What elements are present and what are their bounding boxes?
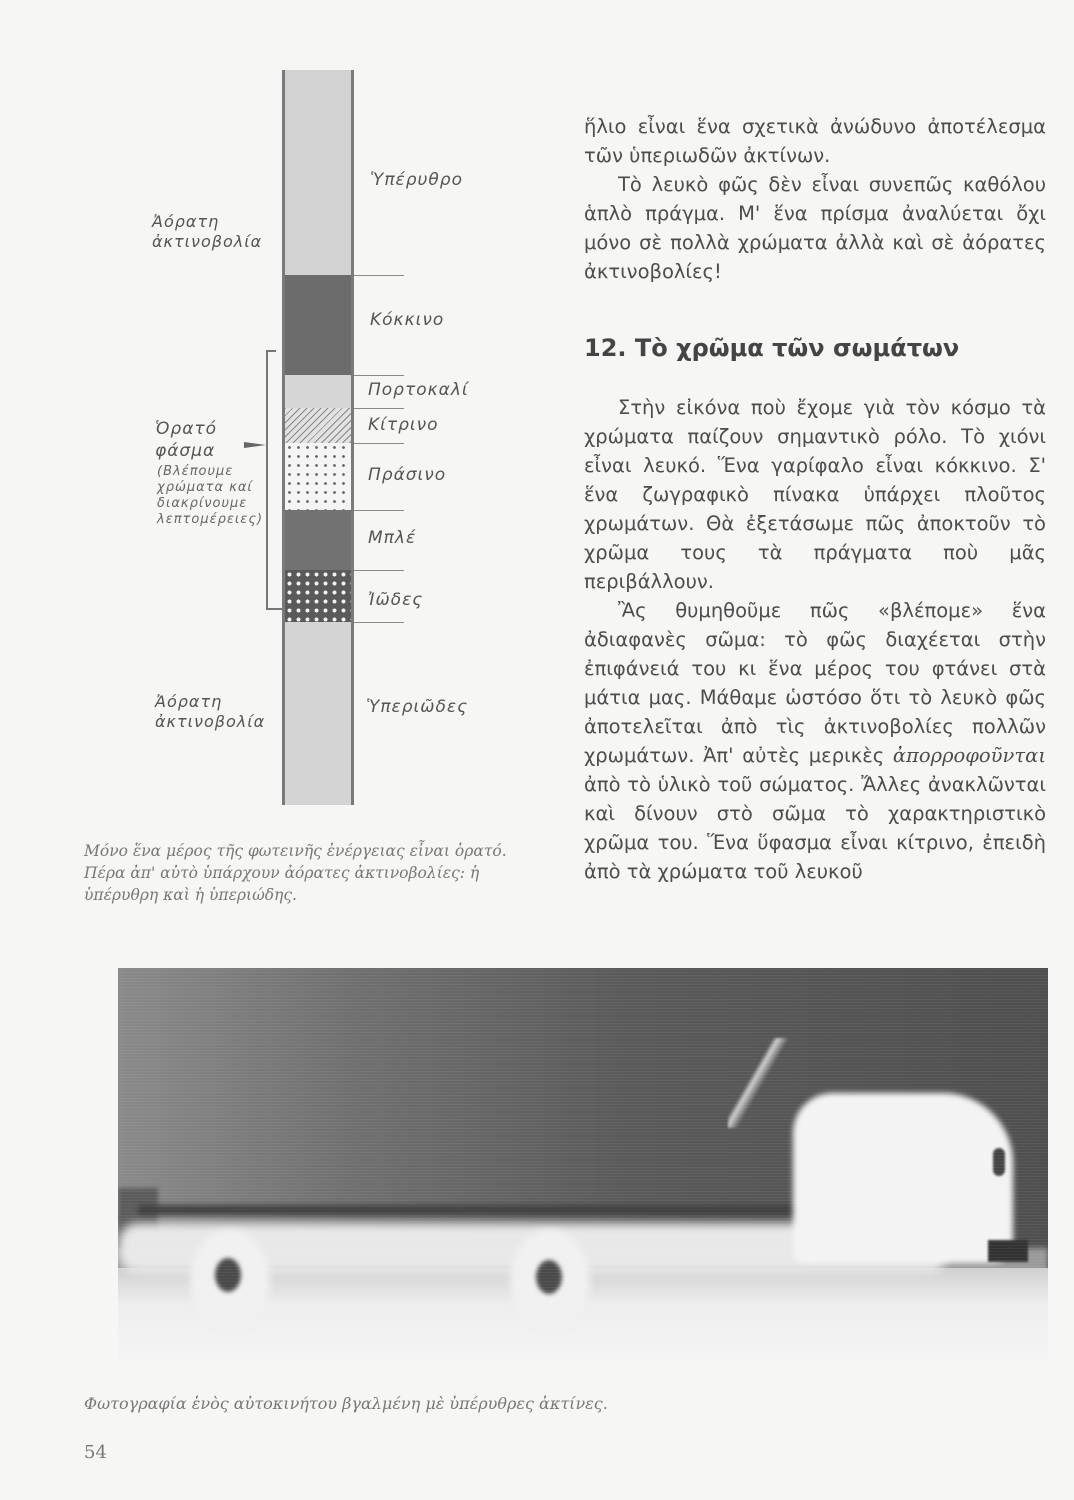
bracket-pointer-icon [244, 442, 266, 448]
label-yellow: Κίτρινο [368, 415, 439, 435]
section-heading: 12. Τὸ χρῶμα τῶν σωμάτων [584, 334, 960, 362]
label-infrared: Ὑπέρυθρο [370, 170, 463, 190]
segment-ultraviolet [285, 622, 351, 805]
segment-blue [285, 510, 351, 570]
tick-line [354, 443, 404, 444]
tick-line [354, 408, 404, 409]
photo-caption: Φωτογραφία ἑνὸς αὐτοκινήτου βγαλμένη μὲ ὑπέρυθρες ἀκτίνες. [84, 1394, 608, 1413]
segment-violet [285, 570, 351, 622]
paragraph-white-light: Τὸ λευκὸ φῶς δὲν εἶναι συνεπῶς καθόλου ἁπλὸ πράγμα. Μ' ἕνα πρίσμα ἀναλύεται ὄχι μόνο σὲ πολλὰ χρώματα ἀλλὰ καὶ σὲ ἀόρατες ἀκτινοβολίες! [584, 173, 1046, 283]
label-invisible-bottom: Ἀόρατη ἀκτινοβολία [155, 692, 266, 731]
tick-line [354, 570, 404, 571]
label-invisible-top: Ἀόρατη ἀκτινοβολία [152, 212, 263, 251]
label-ultraviolet: Ὑπεριῶδες [366, 697, 469, 717]
tick-line [354, 275, 404, 276]
visible-bracket-bottom [266, 608, 282, 610]
visible-bracket [266, 350, 268, 610]
label-violet: Ἰῶδες [368, 590, 424, 610]
spectrum-bar [282, 70, 354, 805]
segment-yellow [285, 408, 351, 443]
paragraph-colors: Στὴν εἰκόνα ποὺ ἔχομε γιὰ τὸν κόσμο τὰ χρώματα παίζουν σημαντικὸ ρόλο. Τὸ χιόνι εἶναι λευκό. Ἕνα γαρίφαλο εἶναι κόκκινο. Σ' ἕνα ζωγραφικὸ πίνακα ὑπάρχει πλοῦτος χρωμάτων. Θὰ ἐξετάσωμε πῶς ἀποκτοῦν τὸ χρῶμα τους τὰ πράγματα ποὺ μᾶς περιβάλλουν. [584, 396, 1046, 593]
segment-green [285, 443, 351, 510]
label-visible-note: (Βλέπουμε χρώματα καί διακρίνουμε λεπτομέρειες) [157, 464, 264, 527]
text-block-main [584, 393, 1046, 886]
segment-orange [285, 375, 351, 408]
paragraph-seeing: Ἂς θυμηθοῦμε πῶς «βλέπομε» ἕνα ἀδιαφανὲς σῶμα: τὸ φῶς διαχέεται στὴν ἐπιφάνειά του κι ἕνα μέρος του φτάνει στὰ μάτια μας. Μάθαμε ὡστόσο ὅτι τὸ λευκὸ φῶς ἀποτελεῖται ἀπὸ τὶς ἀκτινοβολίες πολλῶν χρωμάτων. Ἀπ' αὐτὲς μερικὲς ἀπορροφοῦνται ἀπὸ τὸ ὑλικὸ τοῦ σώματος. Ἄλλες ἀνακλῶνται καὶ δίνουν στὸ σῶμα τὸ χαρακτηριστικὸ χρῶμα του. Ἕνα ὕφασμα εἶναι κίτρινο, ἐπειδὴ ἀπὸ τὰ χρώματα τοῦ λευκοῦ [584, 599, 1046, 883]
emphasis-absorbed: ἀπορροφοῦνται [892, 744, 1046, 767]
label-red: Κόκκινο [370, 310, 445, 330]
figure-caption: Μόνο ἕνα μέρος τῆς φωτεινῆς ἐνέργειας εἶναι ὁρατό. Πέρα ἀπ' αὐτὸ ὑπάρχουν ἀόρατες ἀκτινοβολίες: ἡ ὑπέρυθρη καὶ ἡ ὑπεριώδης. [84, 842, 507, 904]
label-visible-spectrum: Ὁρατό φάσμα [155, 419, 218, 461]
segment-infrared [285, 70, 351, 275]
paragraph-intro: ἥλιο εἶναι ἕνα σχετικὰ ἀνώδυνο ἀποτέλεσμα τῶν ὑπεριωδῶν ἀκτίνων. [584, 115, 1046, 167]
tick-line [354, 622, 404, 623]
label-orange: Πορτοκαλί [368, 380, 469, 400]
visible-bracket-top [266, 350, 276, 352]
label-blue: Μπλέ [368, 528, 417, 548]
tick-line [354, 510, 404, 511]
text-block-top [584, 112, 1046, 286]
label-green: Πράσινο [368, 465, 447, 485]
segment-red [285, 275, 351, 375]
tick-line [354, 375, 404, 376]
page-number: 54 [84, 1442, 107, 1463]
car-infrared-photo [118, 968, 1048, 1360]
